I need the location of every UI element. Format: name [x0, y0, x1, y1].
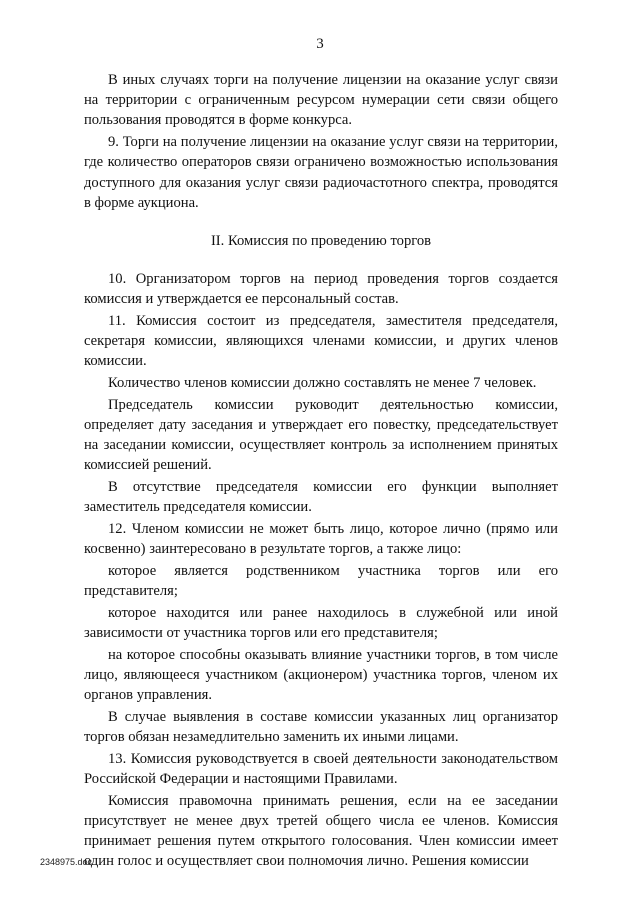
paragraph: 10. Организатором торгов на период проведения торгов создается комиссия и утверждается ее персональный состав.	[84, 271, 558, 308]
paragraph: 11. Комиссия состоит из председателя, заместителя председателя, секретаря комиссии, являющихся членами комиссии, и других членов комиссии.	[84, 313, 558, 370]
document-filename: 2348975.doc	[40, 857, 93, 867]
paragraph: В отсутствие председателя комиссии его функции выполняет заместитель председателя комиссии.	[84, 479, 558, 516]
paragraph: Комиссия правомочна принимать решения, если на ее заседании присутствует не менее двух третей общего числа ее членов. Комиссия принимает решения путем открытого голосования. Член комиссии имеет один голос и осуществляет свои полномочия лично. Решения комиссии	[84, 792, 558, 870]
paragraph: 12. Членом комиссии не может быть лицо, которое лично (прямо или косвенно) заинтересовано в результате торгов, а также лицо:	[84, 521, 558, 558]
paragraph: которое является родственником участника торгов или его представителя;	[84, 562, 558, 600]
document-body	[84, 70, 558, 873]
paragraph: В случае выявления в составе комиссии указанных лиц организатор торгов обязан незамедлительно заменить их иными лицами.	[84, 708, 558, 746]
paragraph: Председатель комиссии руководит деятельностью комиссии, определяет дату заседания и утверждает его повестку, председательствует на заседании комиссии, осуществляет контроль за исполнением принятых комиссией решений.	[84, 396, 558, 474]
paragraph: на которое способны оказывать влияние участники торгов, в том числе лицо, являющееся участником (акционером) участника торгов, членом их органов управления.	[84, 646, 558, 704]
section-heading: II. Комиссия по проведению торгов	[210, 232, 432, 249]
paragraph: 13. Комиссия руководствуется в своей деятельности законодательством Российской Федерации и настоящими Правилами.	[84, 750, 558, 787]
paragraph: 9. Торги на получение лицензии на оказание услуг связи на территории, где количество операторов связи ограничено возможностью использования доступного для оказания услуг связи радиочастотного спектра, проводятся в форме аукциона.	[84, 134, 558, 211]
paragraph: которое находится или ранее находилось в служебной или иной зависимости от участника торгов или его представителя;	[84, 604, 558, 642]
paragraph: Количество членов комиссии должно составлять не менее 7 человек.	[108, 375, 537, 392]
page-number: 3	[316, 36, 324, 52]
paragraph: В иных случаях торги на получение лицензии на оказание услуг связи на территории с ограниченным ресурсом нумерации сети связи общего пользования проводятся в форме конкурса.	[84, 72, 558, 129]
